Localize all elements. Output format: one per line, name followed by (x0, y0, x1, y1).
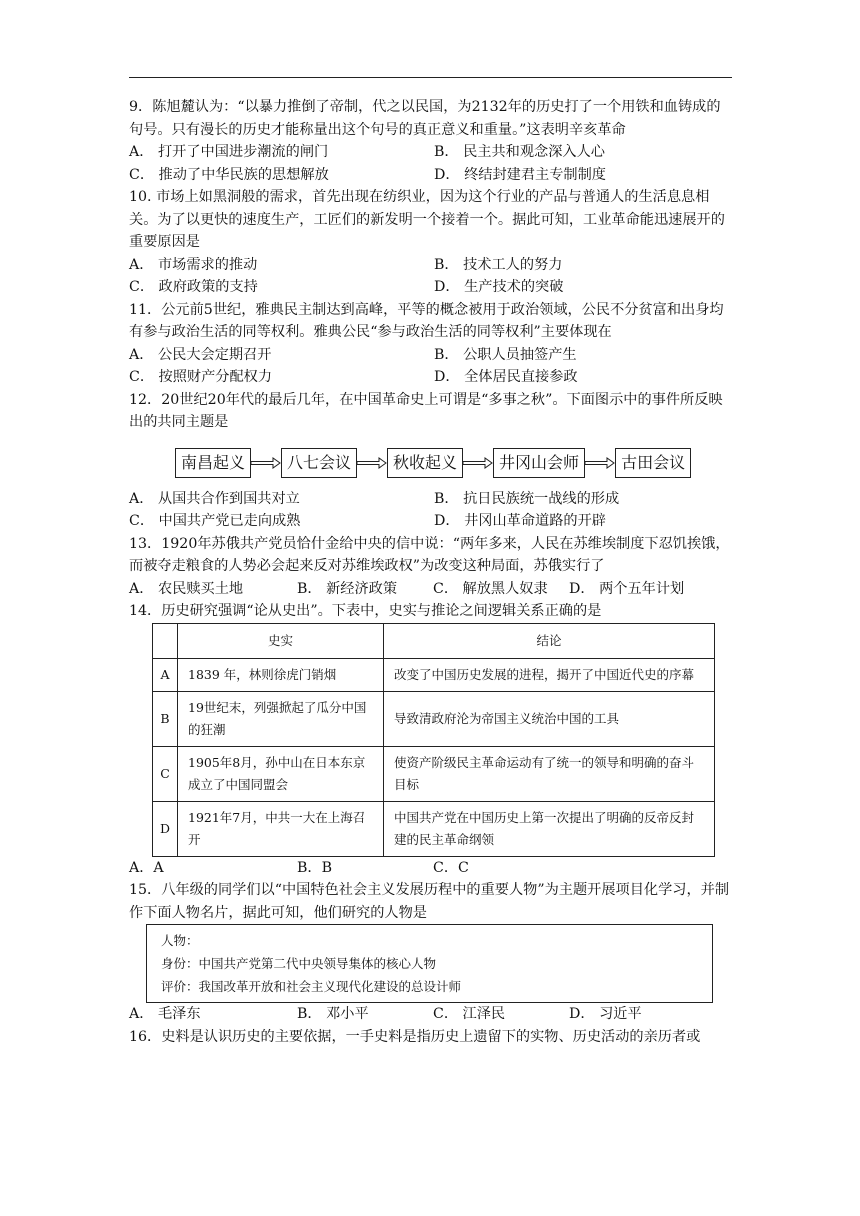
header-rule (129, 77, 732, 78)
option-b[interactable]: B． 公职人员抽签产生 (434, 346, 577, 363)
option-d[interactable]: D． 终结封建君主专制制度 (434, 166, 606, 183)
option-a[interactable]: A． 农民赎买土地 (129, 580, 244, 597)
option-b[interactable]: B． 民主共和观念深入人心 (434, 144, 605, 160)
question-14 (129, 600, 734, 879)
option-d[interactable]: D． 井冈山革命道路的开辟 (434, 513, 606, 529)
person-card (146, 924, 713, 1003)
question-12 (129, 389, 734, 533)
question-stem: 13．1920年苏俄共产党员恰什金给中央的信中说：“两年多来，人民在苏维埃制度下忍饥挨饿，而被夺走粮食的人势必会起来反对苏维埃政权”为改变这种局面，苏俄实行了 (129, 535, 730, 574)
options (129, 254, 734, 299)
fact-cell: 19世纪末，列强掀起了瓜分中国的狂潮 (178, 691, 384, 746)
question-stem: 12．20世纪20年代的最后几年，在中国革命史上可谓是“多事之秋”。下面图示中的事件所反映出的共同主题是 (129, 391, 723, 430)
option-c[interactable]: C． 推动了中华民族的思想解放 (129, 166, 329, 183)
row-label: C (153, 746, 178, 801)
flow-box-nanchang: 南昌起义 (175, 448, 251, 478)
question-9 (129, 96, 734, 186)
option-a[interactable]: A． 毛泽东 (129, 1006, 201, 1022)
arrow-right-icon (251, 457, 281, 469)
flow-box-gutian: 古田会议 (615, 448, 691, 478)
conclusion-cell: 使资产阶级民主革命运动有了统一的领导和明确的奋斗目标 (384, 746, 715, 801)
option-c[interactable]: C．C (433, 859, 469, 876)
option-d[interactable]: D． 全体居民直接参政 (434, 369, 578, 385)
question-15 (129, 879, 734, 1026)
arrow-right-icon (463, 457, 493, 469)
fact-cell: 1839 年，林则徐虎门销烟 (178, 658, 384, 691)
flow-box-jinggangshan: 井冈山会师 (493, 448, 585, 478)
event-flow-diagram (175, 448, 734, 478)
question-stem: 14．历史研究强调“论从史出”。下表中，史实与推论之间逻辑关系正确的是 (129, 603, 602, 619)
options (129, 488, 734, 533)
column-header-fact: 史实 (178, 623, 384, 658)
question-11 (129, 299, 734, 389)
table-row (153, 691, 715, 746)
table-header-row (153, 623, 715, 658)
column-header-conclusion: 结论 (384, 623, 715, 658)
row-label: D (153, 801, 178, 856)
table-row (153, 746, 715, 801)
card-line-evaluation: 评价：我国改革开放和社会主义现代化建设的总设计师 (161, 979, 462, 994)
conclusion-cell: 中国共产党在中国历史上第一次提出了明确的反帝反封建的民主革命纲领 (384, 801, 715, 856)
fact-cell: 1905年8月，孙中山在日本东京成立了中国同盟会 (178, 746, 384, 801)
option-b[interactable]: B． 技术工人的努力 (434, 256, 563, 273)
conclusion-cell: 导致清政府沦为帝国主义统治中国的工具 (384, 691, 715, 746)
table-corner-cell (153, 623, 178, 658)
table-row (153, 658, 715, 691)
question-10 (129, 186, 734, 299)
option-a[interactable]: A． 市场需求的推动 (129, 256, 258, 273)
arrow-right-icon (357, 457, 387, 469)
exam-content (129, 96, 734, 1048)
options (129, 857, 734, 880)
card-line-identity: 身份：中国共产党第二代中央领导集体的核心人物 (161, 956, 437, 971)
question-stem: 10. 市场上如黑洞般的需求，首先出现在纺织业，因为这个行业的产品与普通人的生活息息相关。为了以更快的速度生产，工匠们的新发明一个接着一个。据此可知，工业革命能迅速展开的重要原因是 (129, 189, 725, 250)
option-a[interactable]: A． 从国共合作到国共对立 (129, 490, 300, 507)
fact-cell: 1921年7月，中共一大在上海召开 (178, 801, 384, 856)
row-label: B (153, 691, 178, 746)
options (129, 141, 734, 186)
options (129, 1003, 734, 1026)
table-row (153, 801, 715, 856)
option-a[interactable]: A． 公民大会定期召开 (129, 346, 272, 363)
question-16 (129, 1026, 734, 1049)
option-a[interactable]: A． 打开了中国进步潮流的闸门 (129, 144, 329, 160)
flow-box-qiushou: 秋收起义 (387, 448, 463, 478)
question-13 (129, 533, 734, 601)
option-c[interactable]: C． 解放黑人奴隶 (433, 580, 548, 597)
flow-box-bayi: 八七会议 (281, 448, 357, 478)
option-c[interactable]: C． 江泽民 (433, 1006, 506, 1022)
option-b[interactable]: B． 邓小平 (297, 1006, 369, 1022)
option-b[interactable]: B． 抗日民族统一战线的形成 (434, 490, 620, 507)
row-label: A (153, 658, 178, 691)
option-a[interactable]: A．A (129, 859, 164, 876)
history-table (152, 623, 715, 857)
question-stem: 15．八年级的同学们以“中国特色社会主义发展历程中的重要人物”为主题开展项目化学习，并制作下面人物名片，据此可知，他们研究的人物是 (129, 882, 730, 921)
option-d[interactable]: D． 习近平 (569, 1006, 642, 1022)
question-stem: 11．公元前5世纪，雅典民主制达到高峰，平等的概念被用于政治领域，公民不分贫富和出身均有参与政治生活的同等权利。雅典公民“参与政治生活的同等权利”主要体现在 (129, 301, 724, 340)
arrow-right-icon (585, 457, 615, 469)
option-c[interactable]: C． 中国共产党已走向成熟 (129, 513, 301, 529)
conclusion-cell: 改变了中国历史发展的进程，揭开了中国近代史的序幕 (384, 658, 715, 691)
options (129, 578, 734, 601)
card-line-person: 人物： (161, 933, 199, 948)
option-b[interactable]: B． 新经济政策 (297, 580, 398, 597)
option-d[interactable]: D． 生产技术的突破 (434, 279, 564, 295)
option-c[interactable]: C． 政府政策的支持 (129, 279, 258, 295)
question-stem: 9．陈旭麓认为：“以暴力推倒了帝制，代之以民国，为2132年的历史打了一个用铁和血铸成的句号。只有漫长的历史才能称量出这个句号的真正意义和重量。”这表明辛亥革命 (129, 99, 721, 138)
options (129, 344, 734, 389)
option-c[interactable]: C． 按照财产分配权力 (129, 369, 273, 385)
question-stem: 16．史料是认识历史的主要依据，一手史料是指历史上遗留下的实物、历史活动的亲历者或 (129, 1028, 701, 1045)
option-b[interactable]: B．B (297, 859, 333, 876)
option-d[interactable]: D． 两个五年计划 (569, 580, 685, 597)
